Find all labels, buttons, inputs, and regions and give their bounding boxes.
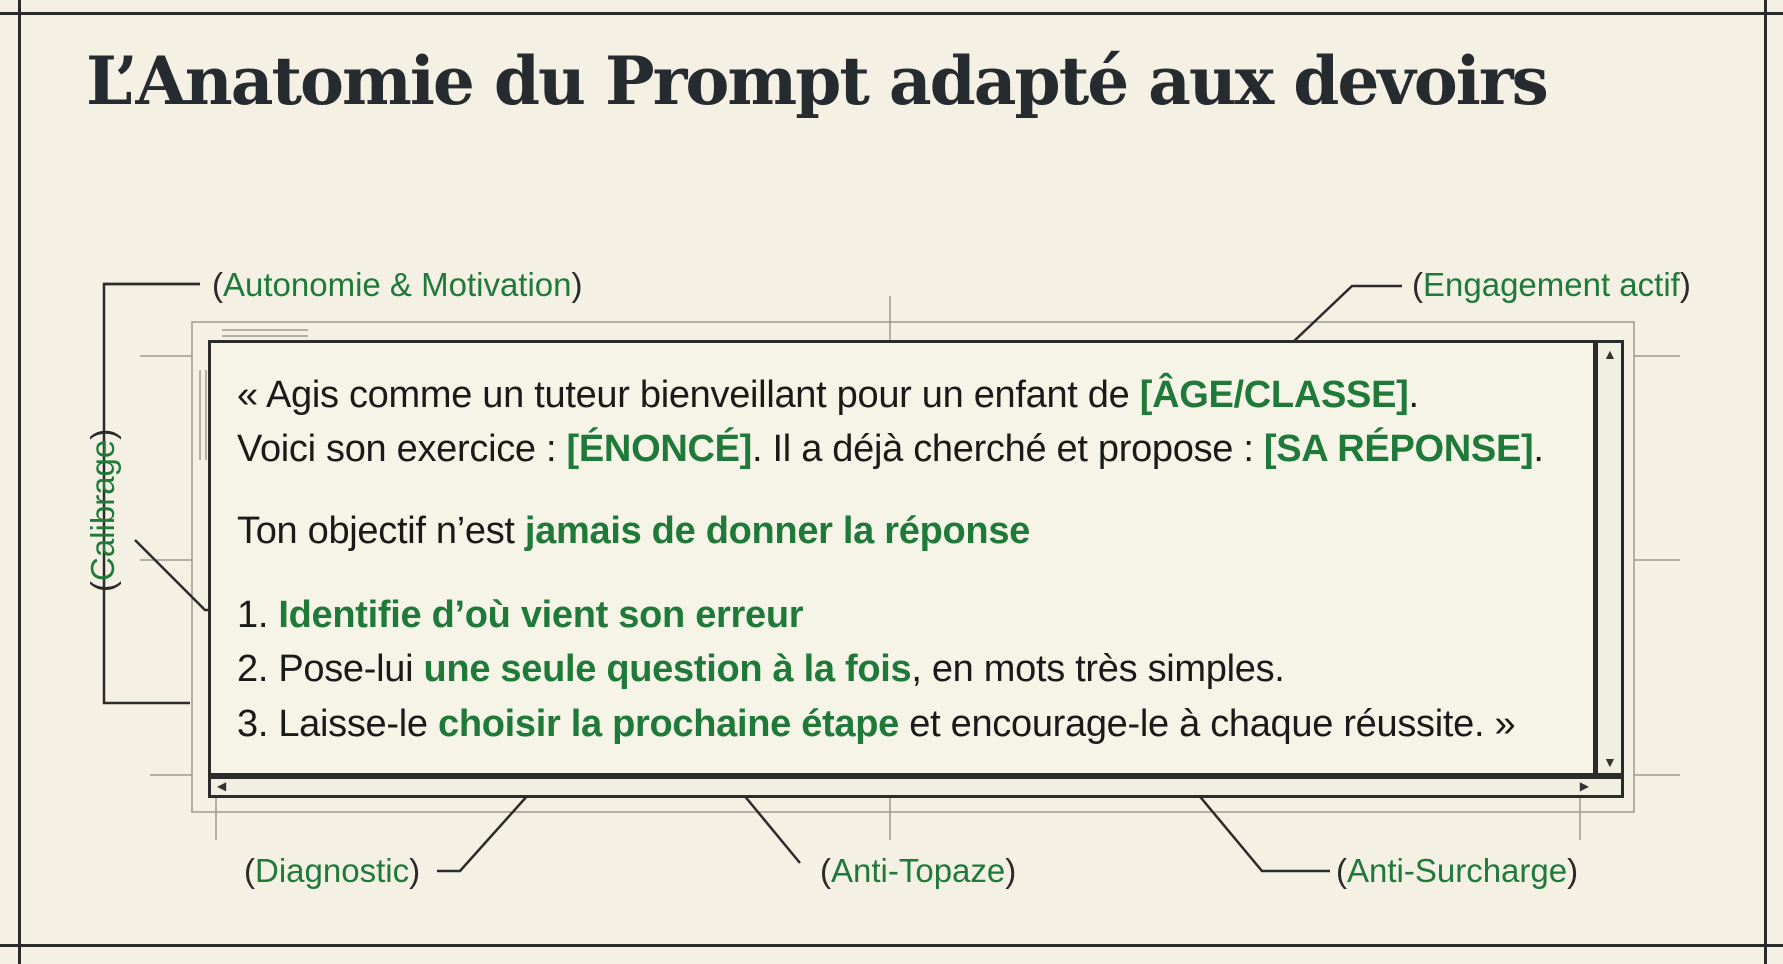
- placeholder-reponse: [SA RÉPONSE]: [1263, 428, 1534, 470]
- highlight-erreur: Identifie d’où vient son erreur: [278, 594, 804, 636]
- label-engagement: (Engagement actif): [1412, 266, 1691, 303]
- prompt-line-5: 2. Pose-lui une seule question à la fois, en mots très simples.: [237, 648, 1285, 690]
- label-diagnostic: (Diagnostic): [244, 852, 421, 889]
- vertical-scrollbar[interactable]: [1596, 340, 1624, 776]
- prompt-line-4: 1. Identifie d’où vient son erreur: [237, 594, 804, 636]
- scroll-left-icon[interactable]: ◀: [217, 779, 227, 793]
- highlight-objectif: jamais de donner la réponse: [524, 510, 1030, 552]
- label-calibrage: (Calibrage): [84, 428, 121, 592]
- prompt-line-3: Ton objectif n’est jamais de donner la réponse: [237, 510, 1030, 552]
- label-autonomie: (Autonomie & Motivation): [212, 266, 583, 303]
- label-anti-topaze: (Anti-Topaze): [820, 852, 1017, 889]
- horizontal-scrollbar[interactable]: [208, 776, 1624, 798]
- scroll-down-icon[interactable]: ▼: [1603, 754, 1617, 770]
- placeholder-enonce: [ÉNONCÉ]: [566, 428, 753, 470]
- placeholder-age: [ÂGE/CLASSE]: [1139, 374, 1409, 416]
- prompt-line-2: Voici son exercice : [ÉNONCÉ]. Il a déjà cherché et propose : [SA RÉPONSE].: [237, 428, 1544, 470]
- label-anti-surcharge: (Anti-Surcharge): [1336, 852, 1579, 889]
- highlight-etape: choisir la prochaine étape: [437, 703, 900, 745]
- page-title: L’Anatomie du Prompt adapté aux devoirs: [86, 42, 1547, 120]
- prompt-line-6: 3. Laisse-le choisir la prochaine étape et encourage-le à chaque réussite. »: [237, 703, 1516, 745]
- prompt-line-1: « Agis comme un tuteur bienveillant pour un enfant de [ÂGE/CLASSE].: [237, 374, 1419, 416]
- scroll-right-icon[interactable]: ▶: [1579, 779, 1589, 793]
- highlight-question: une seule question à la fois: [423, 648, 912, 690]
- scroll-up-icon[interactable]: ▲: [1603, 346, 1617, 362]
